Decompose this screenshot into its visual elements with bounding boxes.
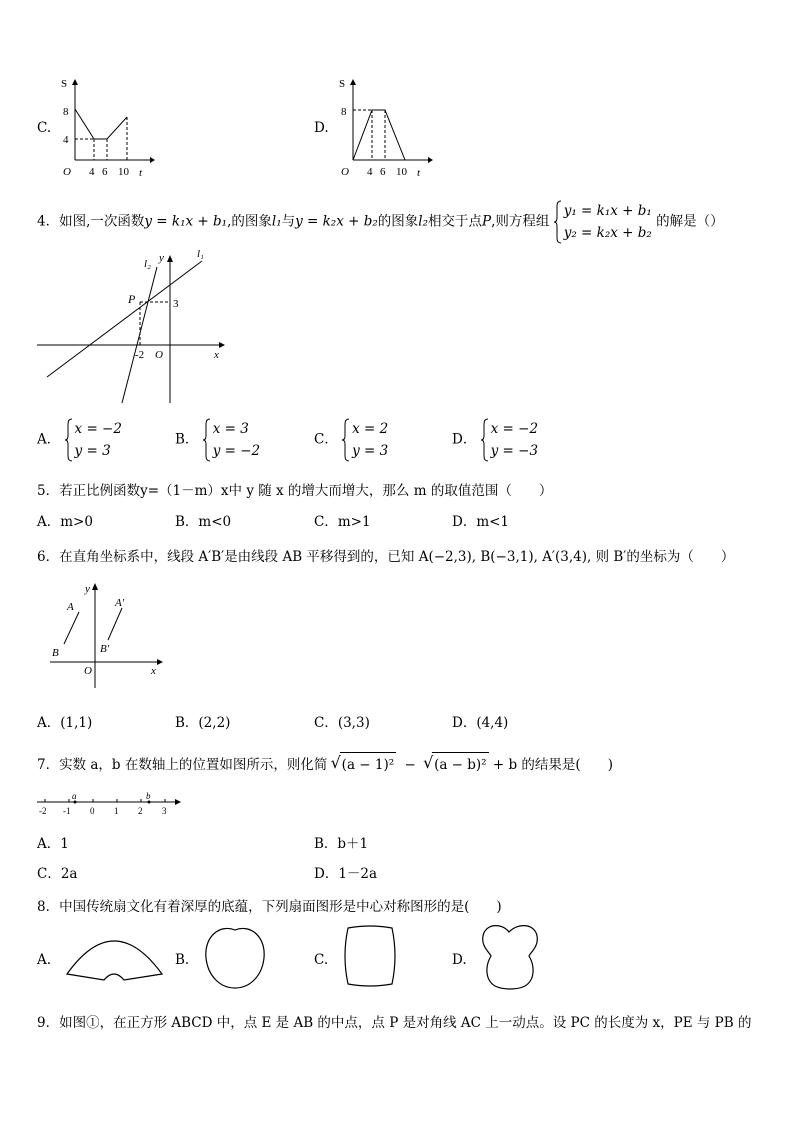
q8-stem: 8．中国传统扇文化有着深厚的底蕴，下列扇面图形是中心对称图形的是( ) (37, 899, 502, 915)
q8-fan-shape-b[interactable] (200, 922, 270, 992)
q4-option-d[interactable]: D． x = −2 y = −3 (452, 421, 539, 459)
svg-text:a: a (72, 791, 77, 801)
svg-text:O: O (84, 665, 92, 677)
q8-option-d-label[interactable]: D. (452, 952, 467, 968)
q6-figure (45, 578, 170, 693)
svg-text:3: 3 (162, 806, 167, 816)
svg-text:O: O (63, 166, 71, 178)
svg-text:b: b (146, 791, 151, 801)
svg-text:-1: -1 (63, 806, 71, 816)
q6-option-c[interactable]: C．(3,3) (314, 715, 370, 731)
svg-text:B: B (52, 647, 59, 659)
q7-option-d[interactable]: D．1－2a (314, 866, 378, 882)
q9-stem: 9．如图①，在正方形 ABCD 中，点 E 是 AB 的中点，点 P 是对角线 AC 上一动点。设 PC 的长度为 x，PE 与 PB 的 (37, 1015, 752, 1031)
svg-text:S: S (339, 78, 346, 90)
q5-stem: 5．若正比例函数y=（1－m）x中 y 随 x 的增大而增大，那么 m 的取值范围（ ） (37, 483, 553, 499)
svg-text:8: 8 (341, 106, 347, 118)
svg-text:-2: -2 (135, 349, 145, 361)
svg-text:l₂: l₂ (144, 258, 151, 270)
svg-text:A': A' (115, 597, 125, 609)
q4-stem: 4．如图,一次函数y = k₁x + b₁,的图象l₁与y = k₂x + b₂的图象l₂相交于点P,则方程组 y₁ = k₁x + b₁ y₂ = k₂x + b₂ 的解是（） (37, 200, 724, 244)
q3-option-c-label: C. (37, 120, 52, 136)
svg-text:10: 10 (396, 166, 407, 178)
q3-option-c-graph (55, 75, 155, 180)
svg-text:-2: -2 (39, 806, 47, 816)
svg-text:l₁: l₁ (197, 248, 204, 260)
q8-option-b-label[interactable]: B. (175, 952, 190, 968)
q6-option-d[interactable]: D．(4,4) (452, 715, 509, 731)
svg-text:B': B' (100, 643, 110, 655)
svg-text:O: O (341, 166, 349, 178)
q4-figure (37, 245, 227, 405)
q7-sqrt-1: √ (a − 1)² (340, 752, 396, 777)
svg-text:y: y (85, 583, 90, 595)
svg-text:t: t (139, 167, 143, 179)
q7-option-a[interactable]: A．1 (37, 836, 69, 852)
svg-text:t: t (417, 167, 421, 179)
svg-text:4: 4 (63, 134, 69, 146)
q7-number-line (35, 790, 185, 818)
svg-text:y: y (159, 252, 164, 264)
q4-option-b[interactable]: B． x = 3 y = −2 (175, 421, 261, 459)
svg-text:6: 6 (102, 166, 108, 178)
svg-text:O: O (155, 349, 163, 361)
q6-stem: 6．在直角坐标系中，线段 A′B′是由线段 AB 平移得到的，已知 A(−2,3), B(−3,1), A′(3,4), 则 B′的坐标为（ ） (37, 549, 735, 565)
svg-text:A: A (67, 601, 74, 613)
svg-text:3: 3 (173, 298, 179, 310)
svg-text:2: 2 (138, 806, 143, 816)
svg-text:4: 4 (89, 166, 95, 178)
q8-option-a-label[interactable]: A. (37, 952, 52, 968)
svg-text:S: S (61, 78, 68, 90)
q8-fan-shape-d[interactable] (475, 920, 545, 992)
q5-option-d[interactable]: D．m<1 (452, 514, 510, 530)
q8-option-c-label[interactable]: C. (314, 952, 329, 968)
svg-text:P: P (128, 292, 136, 306)
q6-option-a[interactable]: A．(1,1) (37, 715, 93, 731)
q3-option-d-label: D. (314, 120, 329, 136)
q4-equation-system: y₁ = k₁x + b₁ y₂ = k₂x + b₂ (554, 200, 652, 244)
q4-option-a[interactable]: A． x = −2 y = 3 (37, 421, 122, 459)
svg-text:8: 8 (63, 106, 69, 118)
q8-fan-shape-a[interactable] (62, 922, 167, 984)
svg-text:1: 1 (114, 806, 119, 816)
svg-text:10: 10 (118, 166, 129, 178)
q7-option-c[interactable]: C．2a (37, 866, 78, 882)
q7-stem: 7．实数 a，b 在数轴上的位置如图所示，则化简 √ (a − 1)² − √ (a − b)² + b 的结果是( ) (37, 752, 613, 777)
q5-option-b[interactable]: B．m<0 (175, 514, 232, 530)
q8-fan-shape-c[interactable] (338, 922, 403, 990)
q7-option-b[interactable]: B．b＋1 (314, 836, 369, 852)
q5-option-c[interactable]: C．m>1 (314, 514, 371, 530)
svg-text:0: 0 (90, 806, 95, 816)
q3-option-d-graph (333, 75, 433, 180)
svg-text:4: 4 (367, 166, 373, 178)
q6-option-b[interactable]: B．(2,2) (175, 715, 231, 731)
svg-text:6: 6 (380, 166, 386, 178)
q7-sqrt-2: √ (a − b)² (432, 752, 489, 777)
svg-text:x: x (151, 665, 156, 677)
q4-option-c[interactable]: C． x = 2 y = 3 (314, 421, 389, 459)
q5-option-a[interactable]: A．m>0 (37, 514, 93, 530)
svg-text:x: x (214, 349, 219, 361)
